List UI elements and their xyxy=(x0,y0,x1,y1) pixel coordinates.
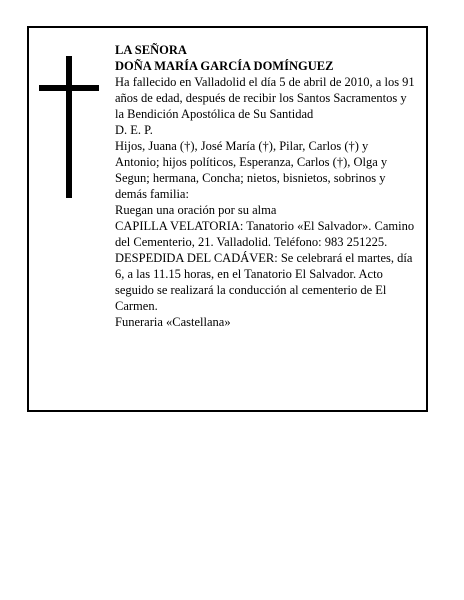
notice-text xyxy=(115,42,415,330)
funeral-home: Funeraria «Castellana» xyxy=(115,315,231,329)
cross-horizontal-bar xyxy=(39,85,99,91)
farewell-info: DESPEDIDA DEL CADÁVER: Se celebrará el martes, día 6, a las 11.15 horas, en el Tanatorio El Salvador. Acto seguido se realizará la conducción al cementerio de El Carmen. xyxy=(115,251,413,313)
family-list: Hijos, Juana (†), José María (†), Pilar, Carlos (†) y Antonio; hijos políticos, Esperanza, Carlos (†), Olga y Segun; hermana, Concha; nietos, bisnietos, sobrinos y demás familia: xyxy=(115,139,388,201)
cross-icon xyxy=(39,56,99,198)
prayer-request: Ruegan una oración por su alma xyxy=(115,203,277,217)
cross-vertical-bar xyxy=(66,56,72,198)
deceased-name: DOÑA MARÍA GARCÍA DOMÍNGUEZ xyxy=(115,59,334,73)
death-announcement: Ha fallecido en Valladolid el día 5 de abril de 2010, a los 91 años de edad, después de recibir los Santos Sacramentos y la Bendición Apostólica de Su Santidad xyxy=(115,75,415,121)
dep-line: D. E. P. xyxy=(115,123,153,137)
obituary-notice xyxy=(27,26,428,412)
chapel-info: CAPILLA VELATORIA: Tanatorio «El Salvador». Camino del Cementerio, 21. Valladolid. Teléfono: 983 251225. xyxy=(115,219,415,249)
title-line: LA SEÑORA xyxy=(115,43,187,57)
